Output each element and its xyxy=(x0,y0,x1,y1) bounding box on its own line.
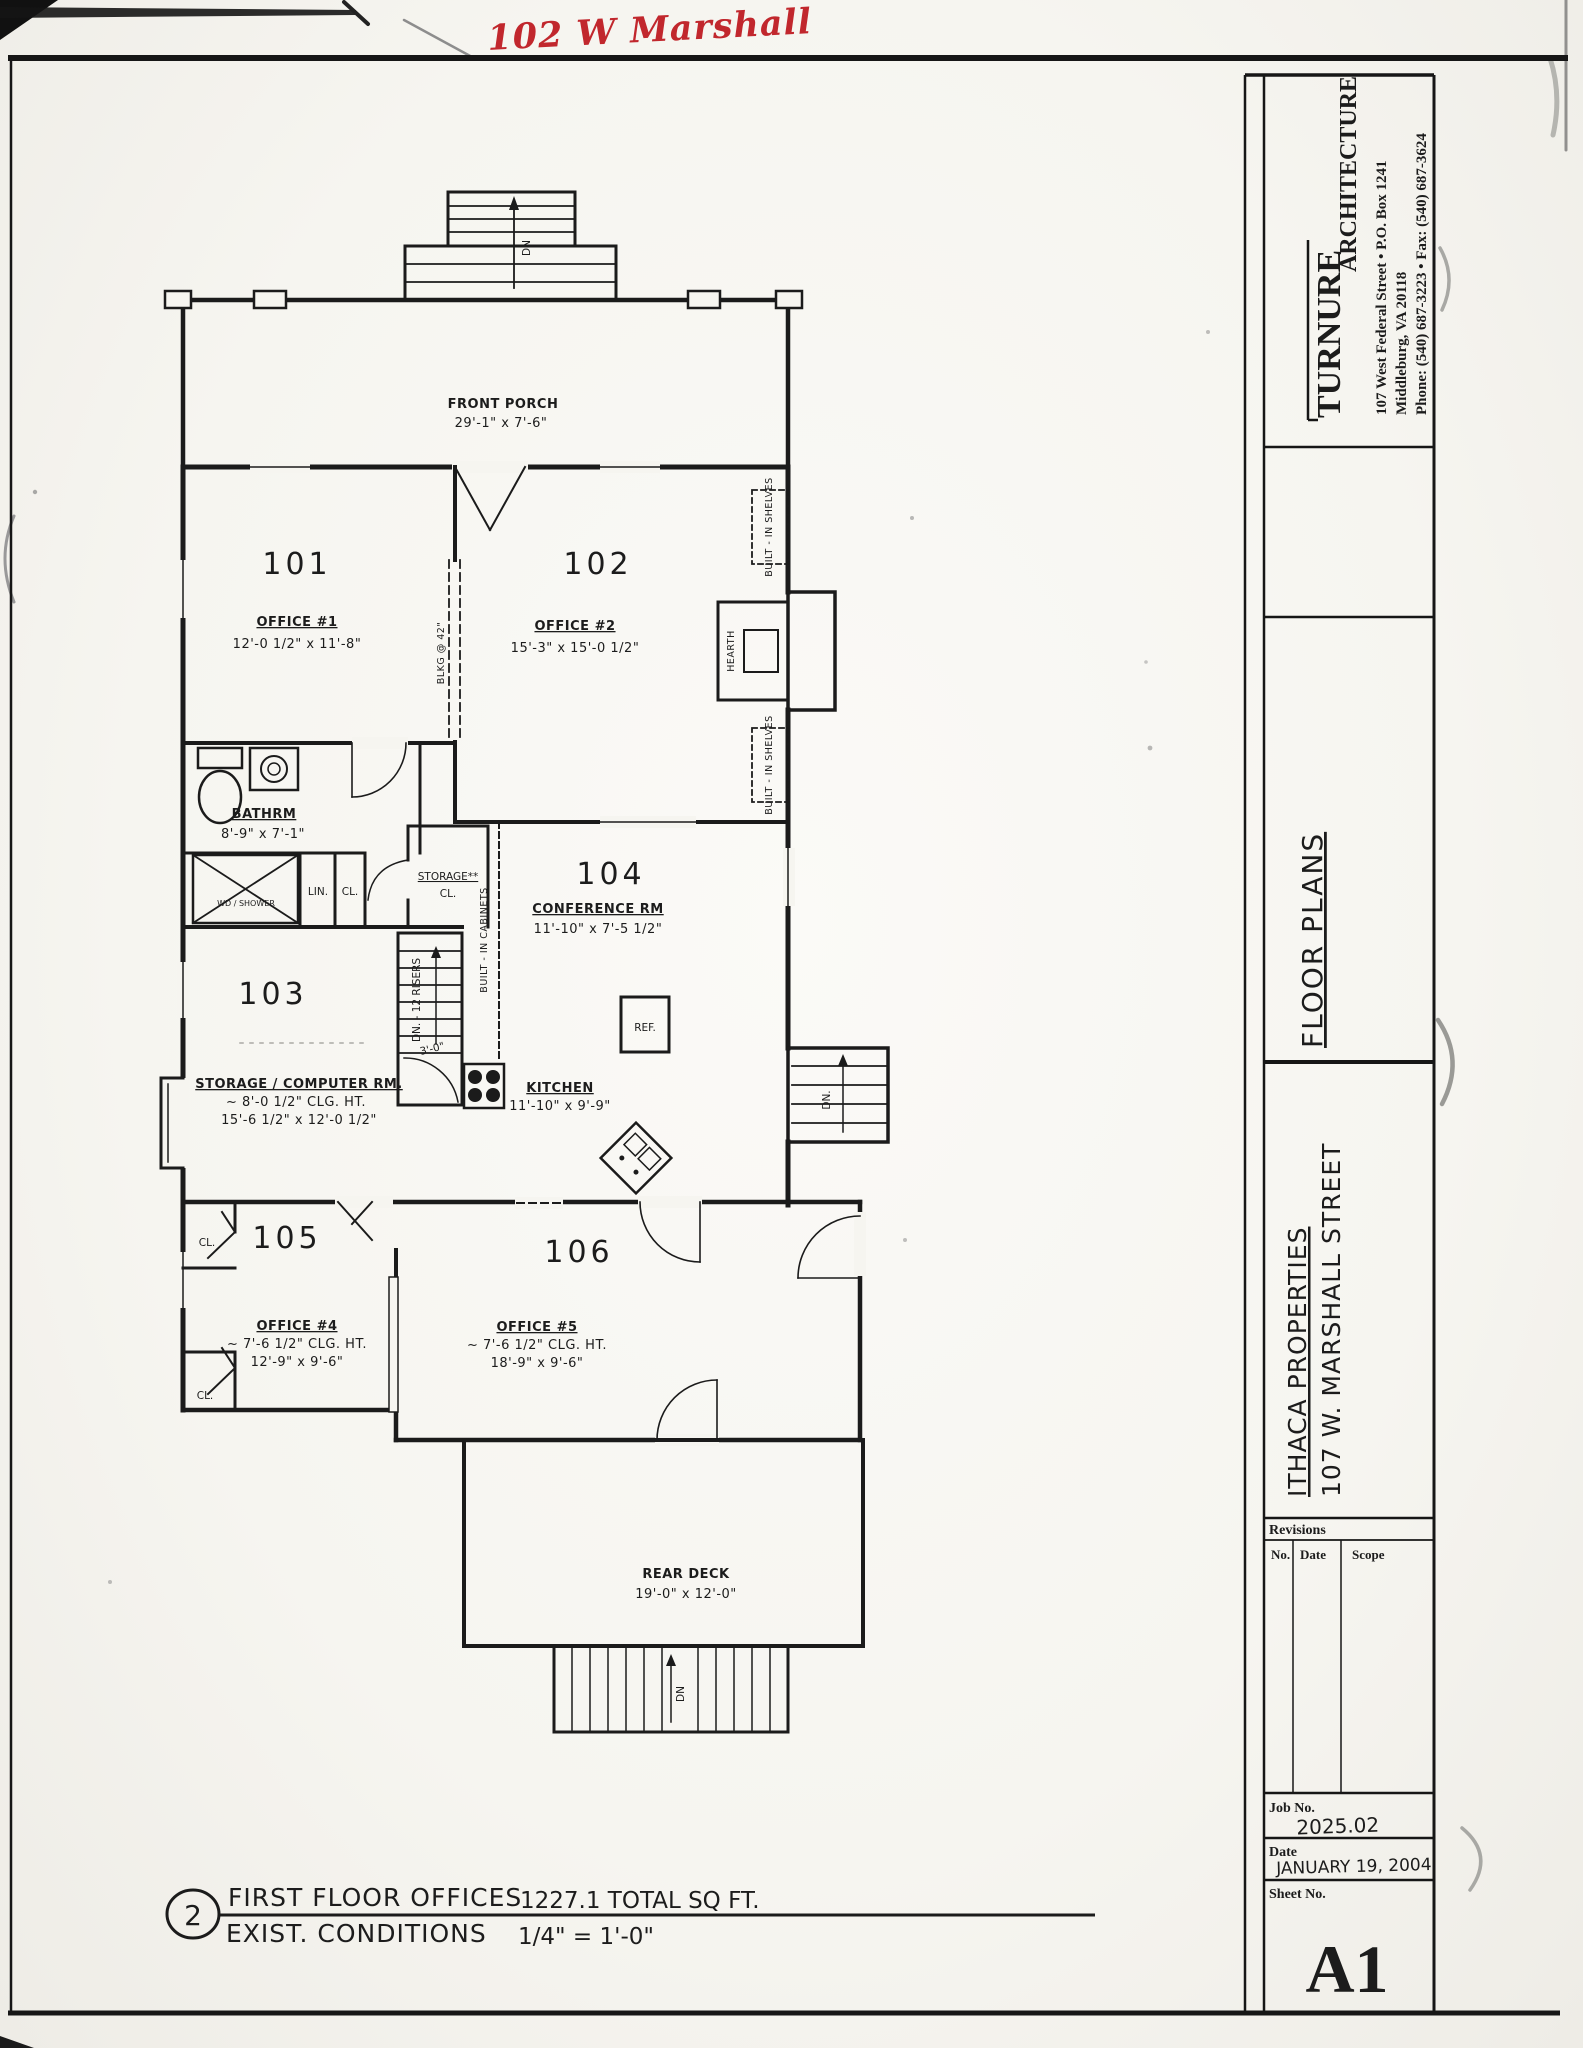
wall-conference-north xyxy=(455,816,788,828)
total-area: 1227.1 TOTAL SQ FT. xyxy=(520,1888,760,1914)
porch-steps-dn-label: DN xyxy=(521,240,533,256)
built-in-shelves-label-lower: BUILT - IN SHELVES xyxy=(764,715,775,815)
project-address: 107 W. MARSHALL STREET xyxy=(1317,1142,1346,1497)
room-101-name: OFFICE #1 xyxy=(256,615,338,630)
kitchen-dims: 11'-10" x 9'-9" xyxy=(509,1099,611,1114)
built-in-shelves-label-upper: BUILT - IN SHELVES xyxy=(764,477,775,577)
bathroom-label: BATHRM xyxy=(231,807,297,822)
rear-deck-dims: 19'-0" x 12'-0" xyxy=(635,1587,737,1602)
refrigerator-label: REF. xyxy=(634,1022,656,1034)
bathroom-dims: 8'-9" x 7'-1" xyxy=(220,827,306,842)
washer-dryer-shower-box xyxy=(193,855,298,923)
room-102-name: OFFICE #2 xyxy=(534,619,616,634)
room-105-name: OFFICE #4 xyxy=(256,1319,338,1334)
drawing-title-line-2: EXIST. CONDITIONS xyxy=(226,1919,487,1948)
kitchen-sink xyxy=(601,1123,672,1194)
front-entry-door xyxy=(452,461,528,530)
rear-deck-outline xyxy=(464,1440,863,1646)
doors-106 xyxy=(655,1212,866,1446)
room-106-name: OFFICE #5 xyxy=(496,1320,578,1335)
front-porch-label: FRONT PORCH xyxy=(447,397,559,412)
firm-name-architecture: ARCHITECTURE xyxy=(1336,75,1362,272)
stairs-dn-label: DN. - 12 RISERS xyxy=(411,957,423,1043)
sheet-number-value: A1 xyxy=(1305,1931,1389,2007)
revisions-col-no: No. xyxy=(1271,1547,1291,1562)
wd-shower-label: WD / SHOWER xyxy=(217,899,275,908)
room-103-number: 103 xyxy=(238,977,308,1012)
room-106-number: 106 xyxy=(544,1235,614,1270)
stove xyxy=(464,1064,504,1108)
front-porch-dims: 29'-1" x 7'-6" xyxy=(454,416,548,431)
kitchen-label: KITCHEN xyxy=(526,1081,594,1096)
room-104-number: 104 xyxy=(576,857,646,892)
room-103-ceiling: ~ 8'-0 1/2" CLG. HT. xyxy=(226,1095,366,1110)
front-steps xyxy=(405,192,616,300)
firm-name-turnure: TURNURE xyxy=(1311,249,1348,418)
room-104-dims: 11'-10" x 7'-5 1/2" xyxy=(533,922,663,937)
room-105-number: 105 xyxy=(252,1221,322,1256)
room-103-dims: 15'-6 1/2" x 12'-0 1/2" xyxy=(221,1113,377,1128)
hearth-label: HEARTH xyxy=(726,630,737,672)
firm-address-line-2: Middleburg, VA 20118 xyxy=(1394,271,1410,415)
room-105-dims: 12'-9" x 9'-6" xyxy=(250,1355,344,1370)
sheet-number-label: Sheet No. xyxy=(1269,1887,1326,1902)
revisions-col-date: Date xyxy=(1300,1547,1326,1562)
room-106-dims: 18'-9" x 9'-6" xyxy=(490,1356,584,1371)
title-block xyxy=(1245,75,1434,2013)
job-number-label: Job No. xyxy=(1269,1801,1315,1816)
drawing-title-line-1: FIRST FLOOR OFFICES xyxy=(228,1883,523,1912)
date-value: JANUARY 19, 2004 xyxy=(1275,1854,1432,1880)
room-106-ceiling: ~ 7'-6 1/2" CLG. HT. xyxy=(467,1338,607,1353)
front-porch-outline xyxy=(165,291,802,467)
closets-105 xyxy=(183,1202,235,1410)
blocking-note: BLKG @ 42" xyxy=(436,621,447,685)
room-104-name: CONFERENCE RM xyxy=(532,902,664,917)
plan-labels xyxy=(195,240,833,1702)
wall-105-106 xyxy=(389,1250,398,1440)
rear-stairs-dn-label: DN. xyxy=(821,1090,833,1110)
room-101-dims: 12'-0 1/2" x 11'-8" xyxy=(232,637,362,652)
revisions-title: Revisions xyxy=(1269,1523,1326,1538)
rear-stairs xyxy=(788,1048,888,1142)
bath-sink xyxy=(250,748,298,790)
room-103-name: STORAGE / COMPUTER RM. xyxy=(195,1077,403,1092)
detail-number: 2 xyxy=(184,1899,202,1932)
south-wall-doors xyxy=(335,1196,702,1262)
firm-address-line-3: Phone: (540) 687-3223 • Fax: (540) 687-3624 xyxy=(1414,133,1430,415)
date-label: Date xyxy=(1269,1845,1297,1860)
storage-closet-label: STORAGE** xyxy=(417,871,479,883)
room-102-number: 102 xyxy=(563,547,633,582)
closet-label-bath: CL. xyxy=(341,886,359,898)
linen-closet-label: LIN. xyxy=(307,886,329,898)
exterior-walls xyxy=(183,467,860,1440)
wall-101-102 xyxy=(449,467,460,822)
drawing-title-bar xyxy=(167,1883,1095,1950)
room-105-ceiling: ~ 7'-6 1/2" CLG. HT. xyxy=(227,1337,367,1352)
drawing-scale: 1/4" = 1'-0" xyxy=(518,1924,654,1950)
built-in-cabinets-label: BUILT - IN CABINETS xyxy=(479,887,490,993)
sheet-title: FLOOR PLANS xyxy=(1296,831,1329,1048)
firm-address-line-1: 107 West Federal Street • P.O. Box 1241 xyxy=(1374,160,1390,415)
project-client: ITHACA PROPERTIES xyxy=(1283,1226,1312,1497)
main-stairs xyxy=(398,933,462,1105)
rear-deck-label: REAR DECK xyxy=(642,1567,730,1582)
stairs-width-label: 3'-0" xyxy=(418,1040,446,1058)
deck-steps-dn-label: DN xyxy=(675,1686,687,1702)
closet-label-storage: CL. xyxy=(439,888,457,900)
window-openings xyxy=(177,461,795,1308)
room-102-dims: 15'-3" x 15'-0 1/2" xyxy=(510,641,640,656)
revisions-col-scope: Scope xyxy=(1352,1547,1385,1562)
deck-steps xyxy=(554,1646,788,1732)
closet-label-105-bottom: CL. xyxy=(196,1390,214,1402)
room-101-number: 101 xyxy=(262,547,332,582)
handwritten-address-note: 102 W Marshall xyxy=(486,1,814,59)
bay-window xyxy=(161,1078,189,1168)
job-number-value: 2025.02 xyxy=(1296,1812,1380,1840)
closet-label-105-top: CL. xyxy=(198,1237,216,1249)
